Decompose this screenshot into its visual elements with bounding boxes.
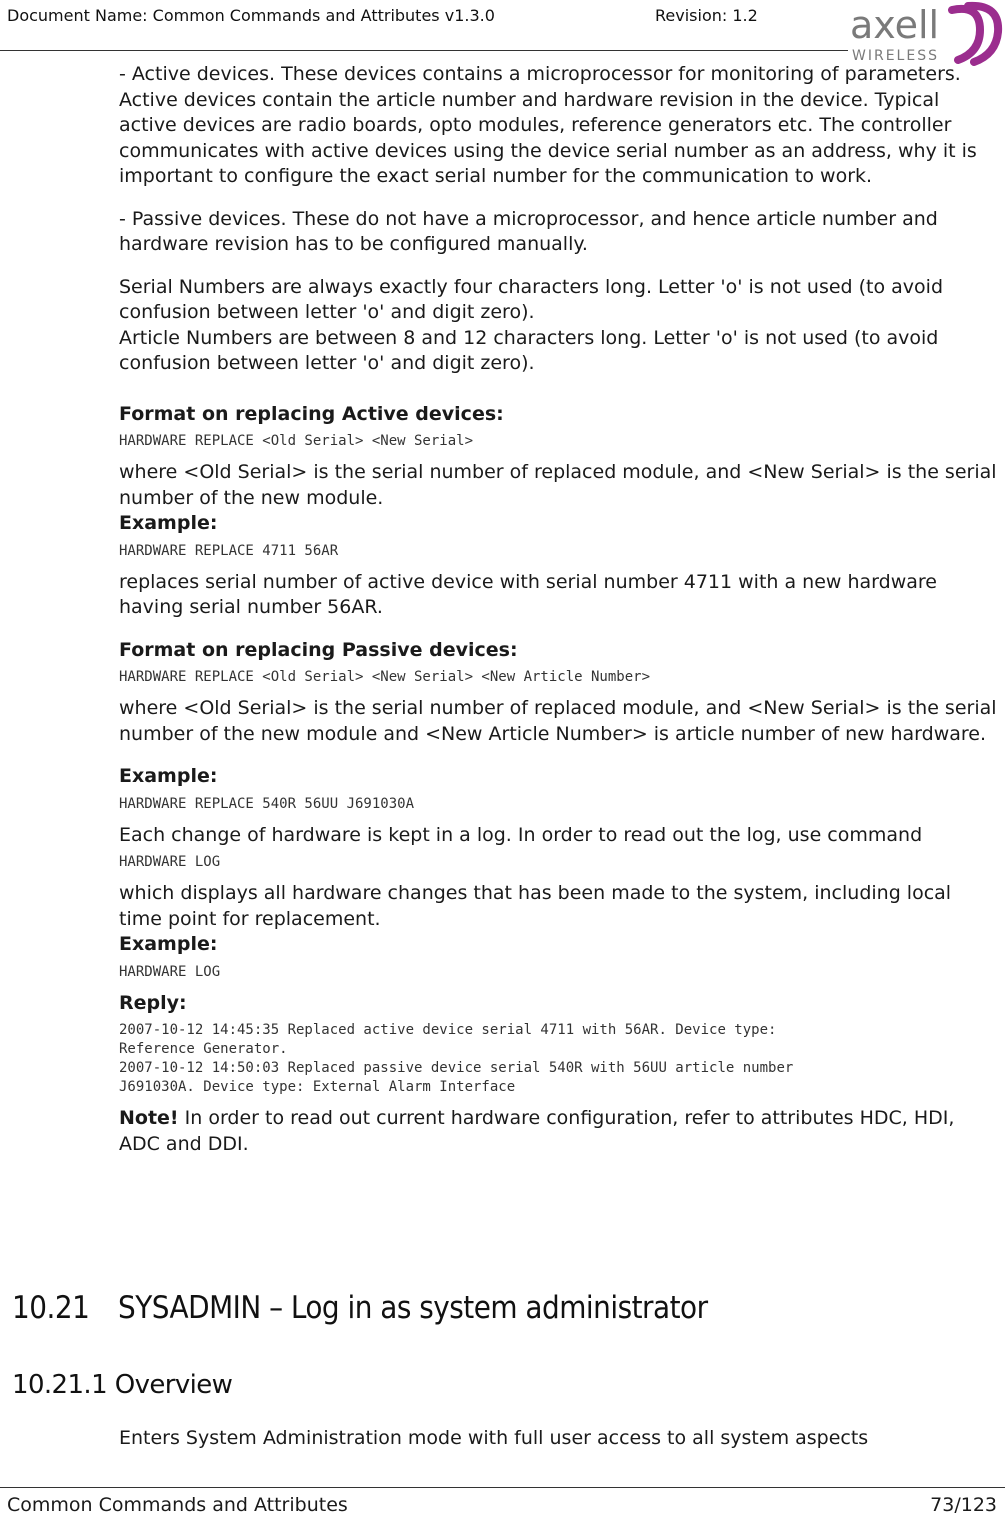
header-divider — [0, 50, 848, 51]
code-active-example: HARDWARE REPLACE 4711 56AR — [119, 542, 339, 559]
section-number: 10.21 — [12, 1290, 90, 1326]
example-label-2: Example: — [119, 765, 218, 787]
section-intro: Enters System Administration mode with full user access to all system aspects — [119, 1427, 869, 1449]
heading-active-format: Format on replacing Active devices: — [119, 402, 504, 425]
reply-label: Reply: — [119, 991, 187, 1014]
paragraph-active-where: where <Old Serial> is the serial number of replaced module, and <New Serial> is the serial number of the new module. — [119, 461, 997, 509]
paragraph-serial-numbers: Serial Numbers are always exactly four characters long. Letter 'o' is not used (to avoid confusion between letter 'o' and digit zero). — [119, 275, 944, 323]
logo-subtext: WIRELESS — [852, 48, 939, 64]
paragraph-log: Each change of hardware is kept in a log. In order to read out the log, use command — [119, 823, 923, 846]
example-label-1: Example: — [119, 512, 218, 534]
section-title: SYSADMIN – Log in as system administrator — [118, 1290, 708, 1326]
footer-divider — [0, 1487, 1005, 1488]
logo-text: axell — [850, 3, 940, 47]
code-active-format: HARDWARE REPLACE <Old Serial> <New Serial> — [119, 433, 474, 449]
reply-line: J691030A. Device type: External Alarm Interface — [119, 1079, 516, 1095]
reply-block — [119, 1021, 999, 1097]
paragraph-active-example: replaces serial number of active device with serial number 4711 with a new hardware having serial number 56AR. — [119, 570, 937, 618]
footer-title: Common Commands and Attributes — [7, 1494, 348, 1516]
code-passive-format: HARDWARE REPLACE <Old Serial> <New Serial> <New Article Number> — [119, 669, 651, 685]
revision-label: Revision: 1.2 — [655, 6, 758, 25]
paragraph-article-numbers: Article Numbers are between 8 and 12 characters long. Letter 'o' is not used (to avoid confusion between letter 'o' and digit zero). — [119, 326, 939, 374]
reply-line: 2007-10-12 14:45:35 Replaced active device serial 4711 with 56AR. Device type: — [119, 1022, 777, 1038]
paragraph-passive-where: where <Old Serial> is the serial number of replaced module, and <New Serial> is the serial number of the new module and <New Article Number> is article number of new hardware. — [119, 697, 997, 745]
paragraph-log-description: which displays all hardware changes that has been made to the system, including local time point for replacement. — [119, 882, 952, 930]
reply-line: Reference Generator. — [119, 1041, 288, 1057]
document-name: Document Name: Common Commands and Attributes v1.3.0 — [7, 6, 495, 25]
note-text: In order to read out current hardware configuration, refer to attributes HDC, HDI, ADC and DDI. — [119, 1107, 955, 1155]
paragraph-active-devices: - Active devices. These devices contains a microprocessor for monitoring of parameters. Active devices contain the article number and hardware revision in the device. Typical active devices are radio boards, opto modules, reference generators etc. The controller communicates with active devices using the device serial number as an address, why it is important to configure the exact serial number for the communication to work. — [119, 63, 977, 187]
code-log-example: HARDWARE LOG — [119, 963, 221, 980]
subsection-number: 10.21.1 — [12, 1370, 108, 1400]
section-heading — [12, 1290, 708, 1326]
subsection-heading — [12, 1370, 232, 1400]
note-paragraph — [119, 1106, 999, 1157]
axell-wireless-logo — [848, 0, 1005, 66]
reply-line: 2007-10-12 14:50:03 Replaced passive device serial 540R with 56UU article number — [119, 1060, 794, 1076]
code-log: HARDWARE LOG — [119, 854, 221, 870]
example-label-3: Example: — [119, 933, 218, 955]
document-body — [119, 62, 999, 1157]
page-number: 73/123 — [930, 1494, 997, 1516]
subsection-title: Overview — [114, 1370, 233, 1400]
code-passive-example: HARDWARE REPLACE 540R 56UU J691030A — [119, 795, 415, 812]
paragraph-passive-devices: - Passive devices. These do not have a microprocessor, and hence article number and hardware revision has to be configured manually. — [119, 207, 938, 255]
heading-passive-format: Format on replacing Passive devices: — [119, 638, 518, 661]
note-label: Note! — [119, 1107, 179, 1129]
